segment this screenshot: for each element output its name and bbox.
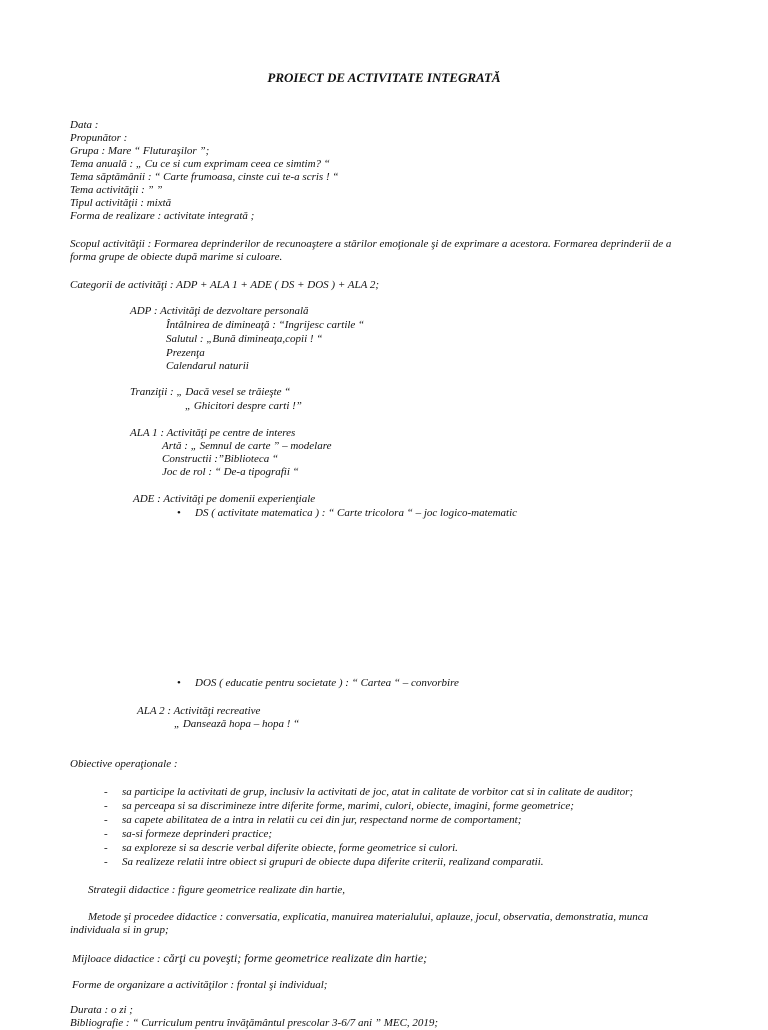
dash-icon: -	[104, 814, 108, 826]
page-title: PROIECT DE ACTIVITATE INTEGRATĂ	[267, 70, 501, 85]
dash-icon: -	[104, 800, 108, 812]
objective-item: sa participe la activitati de grup, inclusiv la activitati de joc, atat in calitate de vorbitor cat si in calitate de auditor;	[122, 786, 634, 798]
header-annual-theme: Tema anuală : „ Cu ce si cum exprimam ceea ce simtim? “	[70, 158, 330, 170]
objective-item: sa exploreze si sa descrie verbal diferite obiecte, forme geometrice si culori.	[122, 842, 458, 854]
dash-icon: -	[104, 842, 108, 854]
header-form: Forma de realizare : activitate integrată ;	[70, 210, 255, 222]
materials-value: cărţi cu poveşti; forme geometrice realizate din hartie;	[163, 951, 428, 965]
objective-item: Sa realizeze relatii intre obiect si grupuri de obiecte dupa diferite criterii, realizand comparatii.	[122, 856, 544, 868]
transitions-item: „ Ghicitori despre carti !”	[185, 400, 302, 412]
header-date: Data :	[70, 119, 99, 131]
objectives-heading: Obiective operaţionale :	[70, 758, 178, 770]
adp-item: Prezenţa	[166, 347, 205, 359]
header-activity-theme: Tema activităţii : ” ”	[70, 184, 163, 196]
organization: Forme de organizare a activităţilor : frontal şi individual;	[72, 979, 328, 991]
activity-scope: Scopul activităţii : Formarea deprinderilor de recunoaştere a stărilor emoţionale şi de exprimare a acestora. Formarea deprinderii de a forma grupe de obiecte după marime si culoare.	[70, 238, 672, 263]
header-proposer: Propunător :	[70, 132, 128, 144]
objective-item: sa-si formeze deprinderi practice;	[122, 828, 272, 840]
ala2-heading: ALA 2 : Activităţi recreative	[137, 705, 261, 717]
ade-heading: ADE : Activităţi pe domenii experienţiale	[133, 493, 316, 505]
ala1-item: Constructii :”Biblioteca “	[162, 453, 279, 465]
activity-categories: Categorii de activităţi : ADP + ALA 1 + ADE ( DS + DOS ) + ALA 2;	[70, 279, 380, 291]
objective-item: sa perceapa si sa discrimineze intre diferite forme, marimi, culori, obiecte, imagini, forme geometrice;	[122, 800, 574, 812]
dash-icon: -	[104, 828, 108, 840]
transitions-heading: Tranziţii : „ Dacă vesel se trăieşte “	[130, 386, 291, 398]
ala1-item: Joc de rol : “ De-a tipografii “	[162, 466, 299, 478]
materials	[72, 952, 427, 966]
adp-item: Întâlnirea de dimineaţă : “Ingrijesc cartile “	[166, 319, 365, 331]
header-group: Grupa : Mare “ Fluturaşilor ”;	[70, 145, 210, 157]
dash-icon: -	[104, 786, 108, 798]
dash-icon: -	[104, 856, 108, 868]
ade-dos: DOS ( educatie pentru societate ) : “ Cartea “ – convorbire	[195, 677, 459, 689]
ade-ds: DS ( activitate matematica ) : “ Carte tricolora “ – joc logico-matematic	[195, 507, 518, 519]
bullet-icon: •	[177, 677, 181, 689]
header-activity-type: Tipul activităţii : mixtă	[70, 197, 172, 209]
adp-item: Salutul : „Bună dimineaţa,copii ! “	[166, 333, 323, 345]
strategies: Strategii didactice : figure geometrice realizate din hartie,	[88, 884, 346, 896]
materials-label: Mijloace didactice :	[72, 953, 161, 965]
methods: Metode şi procedee didactice : conversatia, explicatia, manuirea materialului, aplauze, jocul, observatia, demonstratia, munca individuala si in grup;	[70, 911, 649, 936]
ala1-heading: ALA 1 : Activităţi pe centre de interes	[130, 427, 296, 439]
adp-item: Calendarul naturii	[166, 360, 249, 372]
ala2-item: „ Dansează hopa – hopa ! “	[174, 718, 300, 730]
bullet-icon: •	[177, 507, 181, 519]
adp-heading: ADP : Activităţi de dezvoltare personală	[130, 305, 309, 317]
bibliography: Bibliografie : “ Curriculum pentru învăţământul prescolar 3-6/7 ani ” MEC, 2019;	[70, 1017, 439, 1029]
duration: Durata : o zi ;	[70, 1004, 133, 1016]
objective-item: sa capete abilitatea de a intra in relatii cu cei din jur, respectand norme de comportament;	[122, 814, 522, 826]
header-week-theme: Tema săptămânii : “ Carte frumoasa, cinste cui te-a scris ! “	[70, 171, 339, 183]
ala1-item: Artă : „ Semnul de carte ” – modelare	[162, 440, 332, 452]
